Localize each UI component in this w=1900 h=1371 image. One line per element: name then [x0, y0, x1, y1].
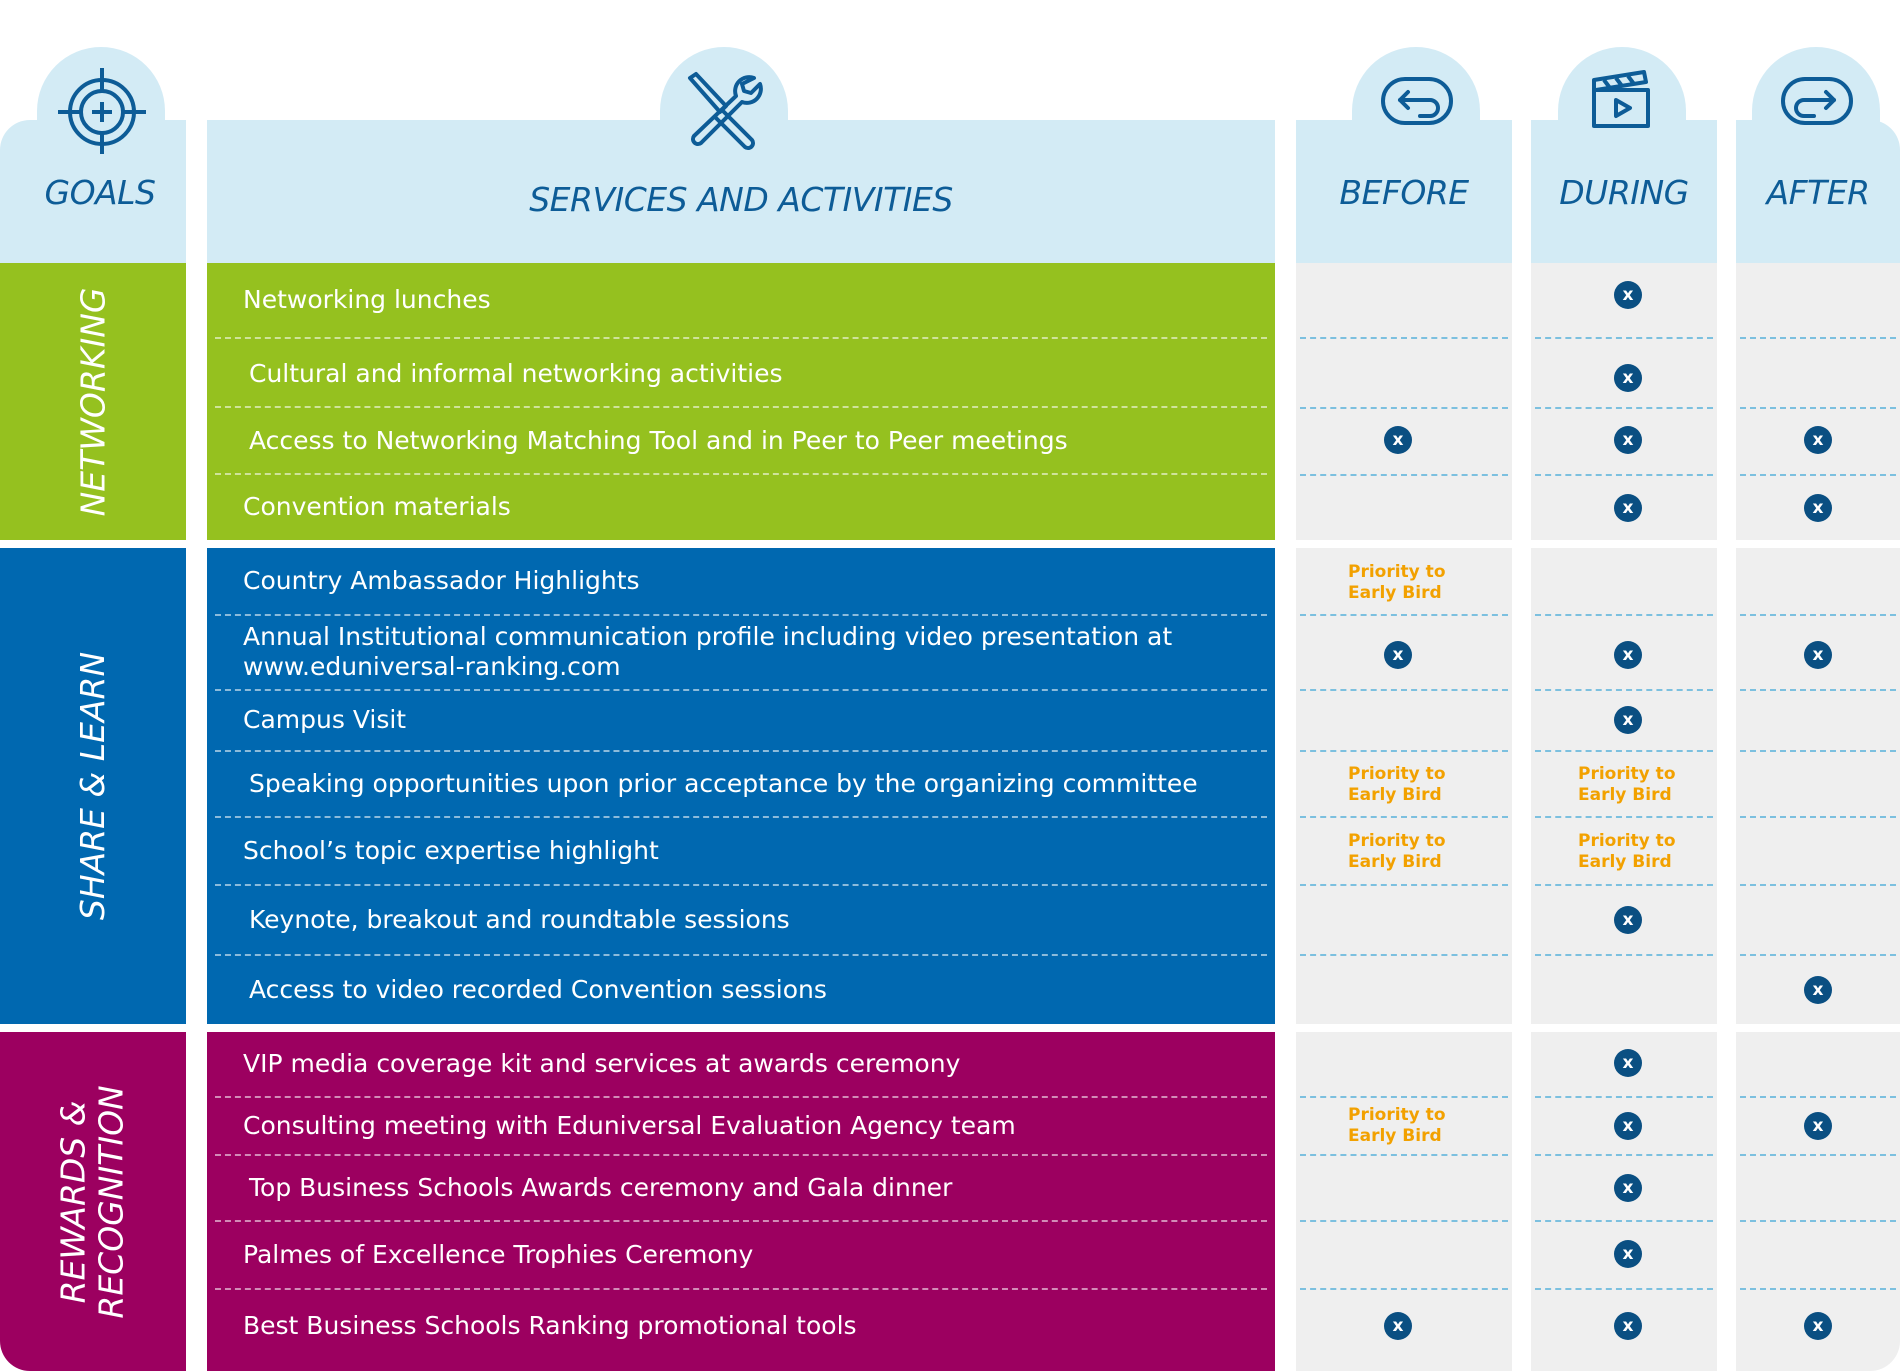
service-label: VIP media coverage kit and services at awards ceremony — [243, 1049, 961, 1078]
priority-early-bird-before: Priority to Early Bird — [1348, 1105, 1446, 1146]
included-mark-after: x — [1804, 641, 1832, 669]
service-label: School’s topic expertise highlight — [243, 836, 659, 865]
service-label: Best Business Schools Ranking promotional tools — [243, 1311, 857, 1340]
phase-row-divider — [1535, 954, 1713, 956]
service-row — [207, 1156, 1275, 1220]
after-heading: AFTER — [1766, 173, 1870, 212]
phase-row-divider — [1535, 1154, 1713, 1156]
phase-row-divider — [1740, 1220, 1896, 1222]
service-row — [207, 1290, 1275, 1362]
service-label: Cultural and informal networking activities — [249, 359, 783, 388]
included-mark-before: x — [1384, 641, 1412, 669]
phase-row-divider — [1535, 337, 1713, 339]
after-column-share-learn — [1736, 548, 1900, 1024]
included-mark-during: x — [1614, 1112, 1642, 1140]
service-label: Consulting meeting with Eduniversal Evaluation Agency team — [243, 1111, 1016, 1140]
services-share-learn — [207, 548, 1275, 1024]
phase-row-divider — [1535, 750, 1713, 752]
included-mark-during: x — [1614, 906, 1642, 934]
service-label: Speaking opportunities upon prior acceptance by the organizing committee — [249, 769, 1198, 798]
phase-row-divider — [1300, 1288, 1508, 1290]
service-row — [207, 548, 1275, 614]
phase-row-divider — [1740, 407, 1896, 409]
during-heading: DURING — [1559, 173, 1689, 212]
phase-row-divider — [1740, 474, 1896, 476]
service-label: Campus Visit — [243, 705, 407, 734]
phase-row-divider — [1535, 1288, 1713, 1290]
service-row — [207, 408, 1275, 474]
included-mark-during: x — [1614, 494, 1642, 522]
service-label: Access to video recorded Convention sessions — [249, 975, 827, 1004]
phase-row-divider — [1535, 689, 1713, 691]
phase-row-divider — [1535, 407, 1713, 409]
phase-row-divider — [1300, 954, 1508, 956]
phase-row-divider — [1740, 816, 1896, 818]
phase-row-divider — [1535, 816, 1713, 818]
phase-row-divider — [1535, 474, 1713, 476]
service-row — [207, 263, 1275, 337]
clapperboard-video-icon — [1590, 68, 1652, 130]
included-mark-after: x — [1804, 976, 1832, 1004]
phase-row-divider — [1740, 1154, 1896, 1156]
tools-icon — [682, 70, 766, 154]
before-heading: BEFORE — [1339, 173, 1469, 212]
included-mark-during: x — [1614, 1174, 1642, 1202]
service-row — [207, 752, 1275, 816]
phase-row-divider — [1535, 614, 1713, 616]
phase-row-divider — [1535, 884, 1713, 886]
goal-rewards-recognition — [0, 1032, 186, 1371]
phase-row-divider — [1740, 614, 1896, 616]
target-icon — [56, 64, 148, 156]
phase-row-divider — [1300, 816, 1508, 818]
phase-row-divider — [1300, 407, 1508, 409]
phase-row-divider — [1300, 1096, 1508, 1098]
goal-networking — [0, 263, 186, 540]
phase-row-divider — [1535, 1220, 1713, 1222]
services-networking — [207, 263, 1275, 540]
included-mark-during: x — [1614, 1049, 1642, 1077]
priority-early-bird-during: Priority to Early Bird — [1578, 764, 1676, 805]
included-mark-during: x — [1614, 706, 1642, 734]
service-row — [207, 1098, 1275, 1154]
included-mark-before: x — [1384, 426, 1412, 454]
phase-row-divider — [1300, 337, 1508, 339]
service-label: Keynote, breakout and roundtable sessions — [249, 905, 790, 934]
phase-row-divider — [1740, 1288, 1896, 1290]
service-row — [207, 956, 1275, 1024]
included-mark-after: x — [1804, 426, 1832, 454]
phase-row-divider — [1300, 750, 1508, 752]
services-heading: SERVICES AND ACTIVITIES — [529, 180, 953, 219]
services-rewards-recognition — [207, 1032, 1275, 1371]
service-row — [207, 886, 1275, 954]
priority-early-bird-before: Priority to Early Bird — [1348, 764, 1446, 805]
goal-rewards-label-line2: RECOGNITION — [92, 1084, 131, 1319]
phase-row-divider — [1300, 474, 1508, 476]
service-label: Annual Institutional communication profile including video presentation at www.eduniversal-ranking.com — [243, 622, 1173, 681]
phase-row-divider — [1300, 1220, 1508, 1222]
phase-row-divider — [1300, 1154, 1508, 1156]
service-label: Access to Networking Matching Tool and in Peer to Peer meetings — [249, 426, 1068, 455]
goals-heading: GOALS — [44, 173, 156, 212]
phase-row-divider — [1740, 337, 1896, 339]
service-label: Country Ambassador Highlights — [243, 566, 640, 595]
goal-networking-label: NETWORKING — [73, 287, 113, 516]
service-row — [207, 818, 1275, 884]
included-mark-during: x — [1614, 364, 1642, 392]
service-row — [207, 616, 1275, 688]
included-mark-during: x — [1614, 1312, 1642, 1340]
priority-early-bird-before: Priority to Early Bird — [1348, 562, 1446, 603]
included-mark-after: x — [1804, 1312, 1832, 1340]
included-mark-during: x — [1614, 281, 1642, 309]
included-mark-during: x — [1614, 1240, 1642, 1268]
phase-row-divider — [1740, 884, 1896, 886]
priority-early-bird-before: Priority to Early Bird — [1348, 831, 1446, 872]
phase-row-divider — [1740, 689, 1896, 691]
service-label: Top Business Schools Awards ceremony and Gala dinner — [249, 1173, 953, 1202]
phase-row-divider — [1740, 750, 1896, 752]
service-label: Palmes of Excellence Trophies Ceremony — [243, 1240, 754, 1269]
arrow-back-icon — [1380, 76, 1454, 126]
before-column-networking — [1296, 263, 1512, 540]
included-mark-during: x — [1614, 641, 1642, 669]
goal-share-learn — [0, 548, 186, 1024]
phase-row-divider — [1300, 614, 1508, 616]
phase-row-divider — [1740, 1096, 1896, 1098]
service-row — [207, 475, 1275, 539]
service-label: Networking lunches — [243, 285, 491, 314]
included-mark-after: x — [1804, 1112, 1832, 1140]
phase-row-divider — [1535, 1096, 1713, 1098]
service-row — [207, 339, 1275, 409]
phase-row-divider — [1300, 689, 1508, 691]
phase-row-divider — [1740, 954, 1896, 956]
service-row — [207, 691, 1275, 749]
goal-rewards-label-line1: REWARDS & — [54, 1100, 94, 1303]
included-mark-before: x — [1384, 1312, 1412, 1340]
priority-early-bird-during: Priority to Early Bird — [1578, 831, 1676, 872]
phase-row-divider — [1300, 884, 1508, 886]
service-label: Convention materials — [243, 492, 511, 521]
service-row — [207, 1032, 1275, 1096]
service-row — [207, 1222, 1275, 1288]
arrow-forward-icon — [1780, 76, 1854, 126]
included-mark-after: x — [1804, 494, 1832, 522]
included-mark-during: x — [1614, 426, 1642, 454]
goal-share-learn-label: SHARE & LEARN — [73, 651, 113, 921]
